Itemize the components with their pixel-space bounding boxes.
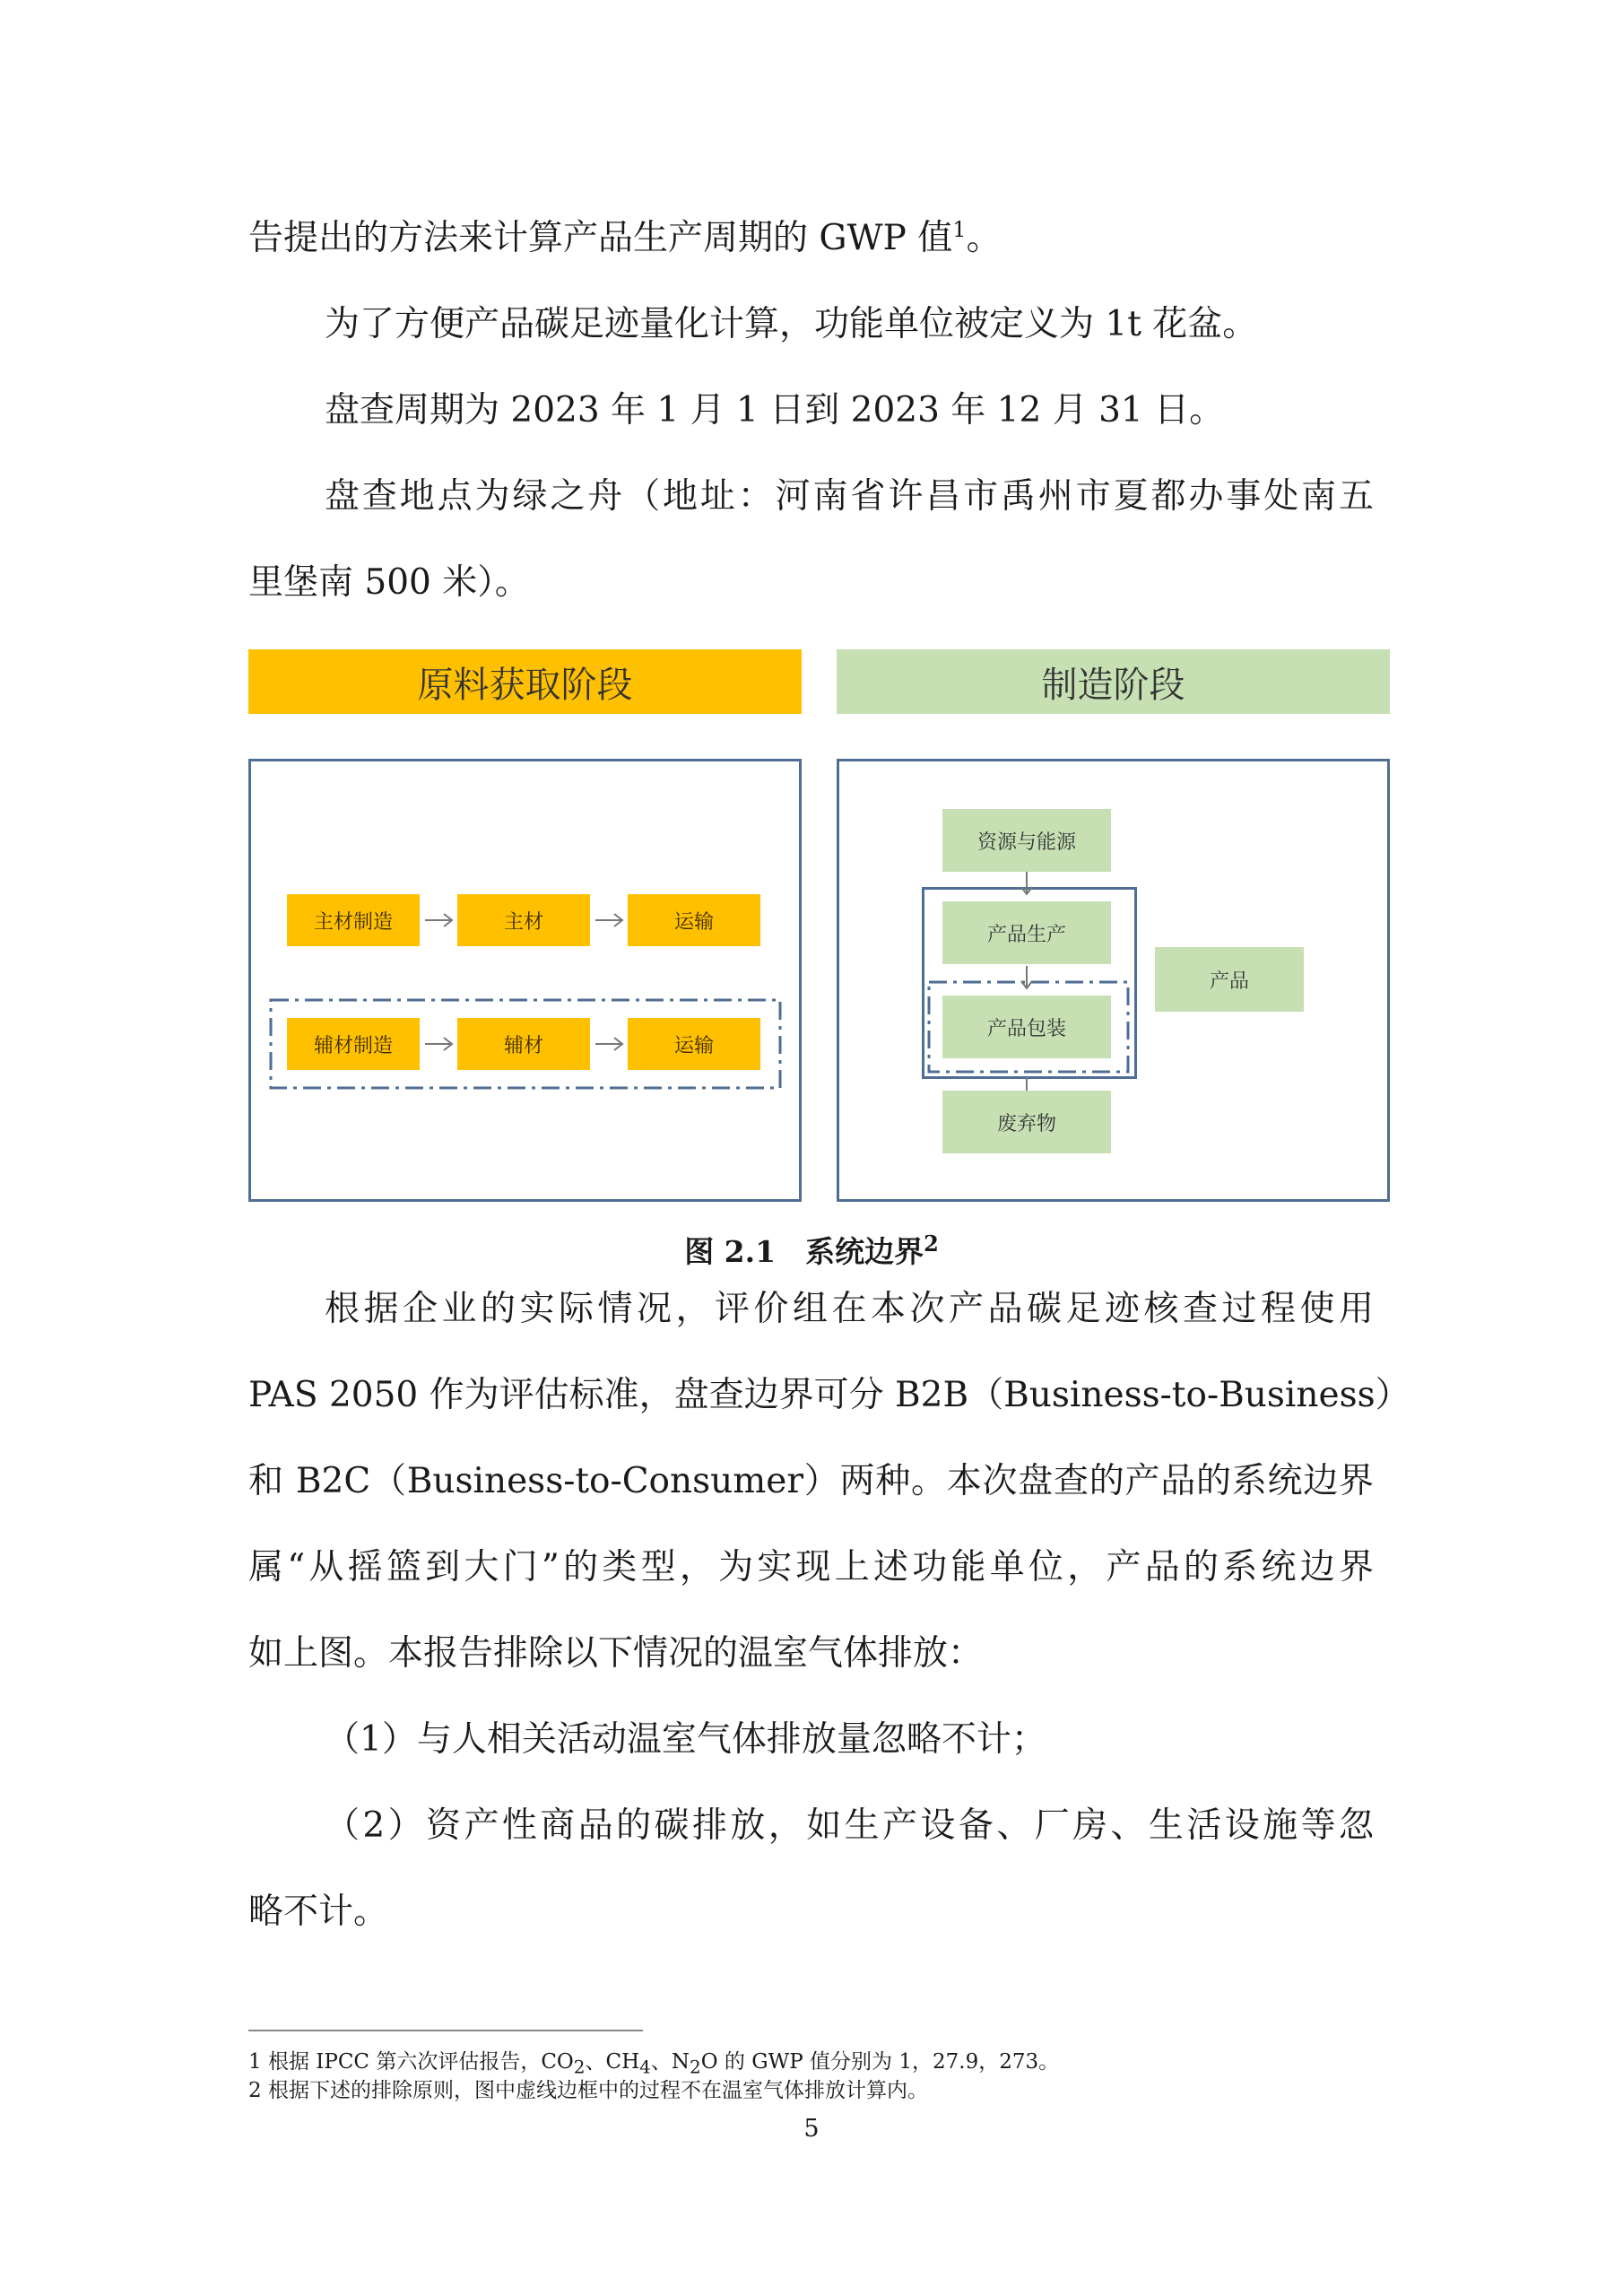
subscript: 4 (639, 2056, 651, 2078)
footnote-2: 2 根据下述的排除原则，图中虚线边框中的过程不在温室气体排放计算内。 (248, 2079, 928, 2102)
footnote-ref[interactable]: 2 (924, 1231, 939, 1257)
footnote-text: 、N (650, 2050, 690, 2074)
main-material-manufacturing-box: 主材制造 (287, 894, 420, 946)
paragraph-line: 如上图。本报告排除以下情况的温室气体排放： (248, 1633, 984, 1674)
aux-transport-box: 运输 (628, 1018, 760, 1070)
raw-material-panel (248, 759, 802, 1202)
paragraph-line: PAS 2050 作为评估标准，盘查边界可分 B2B（Business-to-Business） (248, 1375, 1410, 1415)
paragraph-line: 和 B2C（Business-to-Consumer）两种。本次盘查的产品的系统边界 (248, 1461, 1374, 1501)
footnote-ref[interactable]: 1 (952, 217, 967, 242)
manufacturing-panel (837, 759, 1390, 1202)
waste-box: 废弃物 (942, 1091, 1111, 1153)
stage-raw-material-header: 原料获取阶段 (248, 649, 802, 714)
footnote-text: O 的 GWP 值分别为 1，27.9，273。 (700, 2050, 1060, 2074)
text: 。 (966, 218, 1002, 258)
list-item: （2）资产性商品的碳排放，如生产设备、厂房、生活设施等忽 (325, 1805, 1374, 1846)
paragraph-line: 里堡南 500 米）。 (248, 562, 530, 603)
list-item: （1）与人相关活动温室气体排放量忽略不计； (325, 1719, 1046, 1760)
aux-material-manufacturing-box: 辅材制造 (287, 1018, 420, 1070)
page-number: 5 (803, 2115, 820, 2143)
product-box: 产品 (1155, 947, 1304, 1012)
arrow-right-icon (595, 911, 624, 929)
arrow-down-icon (1020, 872, 1034, 895)
figure-caption (0, 1229, 1623, 1271)
text: 告提出的方法来计算产品生产周期的 GWP 值 (248, 218, 953, 258)
paragraph-line: 盘查地点为绿之舟（地址：河南省许昌市禹州市夏都办事处南五 (325, 476, 1374, 517)
paragraph-line: 盘查周期为 2023 年 1 月 1 日到 2023 年 12 月 31 日。 (325, 390, 1225, 430)
paragraph-line: 属“从摇篮到大门”的类型，为实现上述功能单位，产品的系统边界 (248, 1547, 1374, 1587)
subscript: 2 (573, 2056, 586, 2078)
footnote-text: 、CH (585, 2050, 640, 2074)
arrow-right-icon (425, 1035, 454, 1053)
footnote-divider (248, 2030, 643, 2031)
product-production-box: 产品生产 (942, 901, 1111, 964)
product-packaging-box: 产品包装 (942, 996, 1111, 1058)
caption-text: 图 2.1 系统边界 (684, 1234, 924, 1269)
paragraph-line (248, 215, 1002, 262)
paragraph-line: 为了方便产品碳足迹量化计算，功能单位被定义为 1t 花盆。 (325, 304, 1258, 344)
list-item-continuation: 略不计。 (248, 1892, 389, 1932)
main-transport-box: 运输 (628, 894, 760, 946)
arrow-right-icon (425, 911, 454, 929)
main-material-box: 主材 (457, 894, 590, 946)
footnote-1 (248, 2048, 1060, 2078)
arrow-right-icon (595, 1035, 624, 1053)
arrow-down-icon (1020, 966, 1034, 989)
resources-energy-box: 资源与能源 (942, 809, 1111, 872)
paragraph-line: 根据企业的实际情况，评价组在本次产品碳足迹核查过程使用 (325, 1289, 1374, 1329)
footnote-text: 1 根据 IPCC 第六次评估报告，CO (248, 2050, 574, 2074)
aux-material-box: 辅材 (457, 1018, 590, 1070)
stage-manufacturing-header: 制造阶段 (837, 649, 1390, 714)
subscript: 2 (690, 2056, 701, 2078)
